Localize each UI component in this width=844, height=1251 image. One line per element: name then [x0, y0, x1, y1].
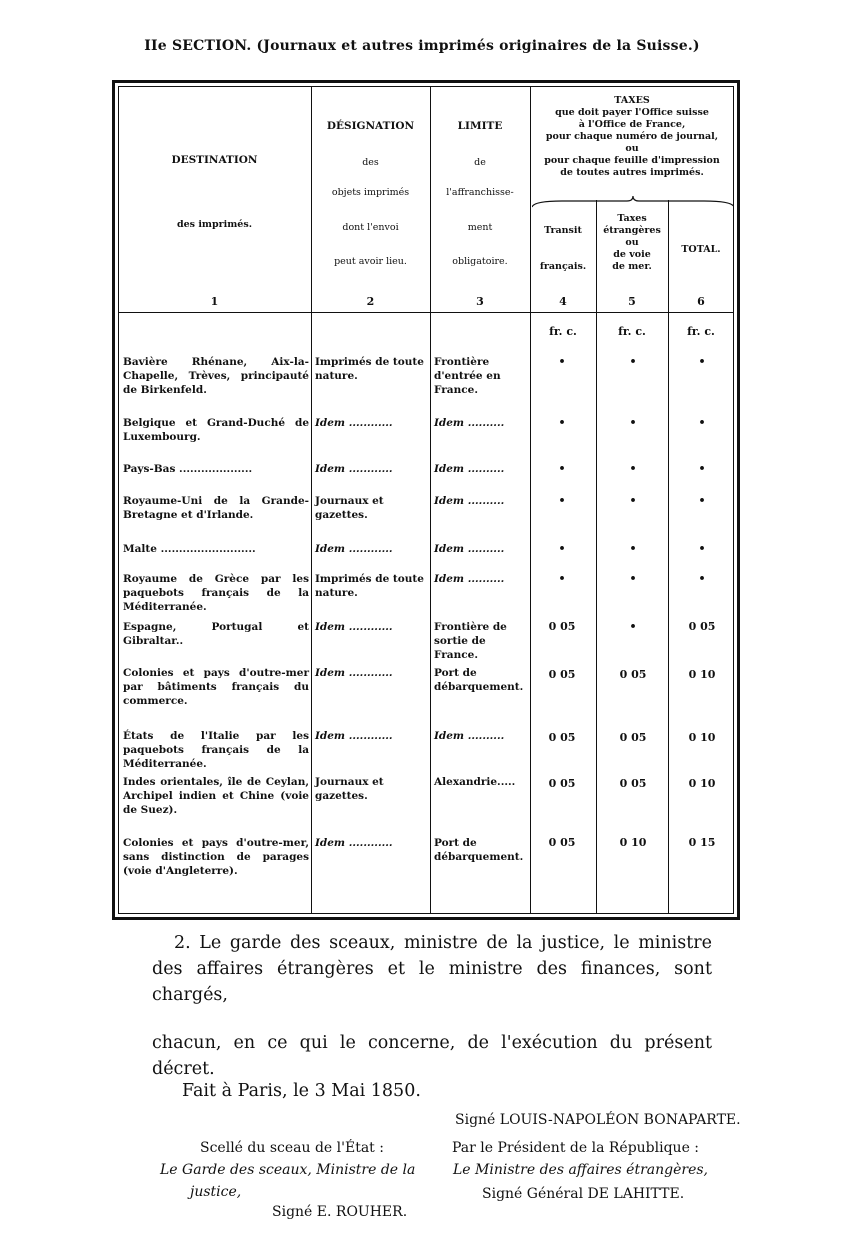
- column-number: 4: [559, 295, 567, 308]
- row-transit: 0 05: [548, 836, 576, 849]
- row-total: •: [698, 416, 706, 429]
- row-total: 0 10: [688, 668, 716, 681]
- row-etrangeres: 0 05: [619, 731, 647, 744]
- row-limite: Alexandrie.....: [434, 776, 516, 788]
- row-destination: Bavière Rhénane, Aix-la-Chapelle, Trèves, principauté de Birkenfeld.: [123, 356, 309, 396]
- row-designation: Journaux et gazettes.: [315, 495, 384, 521]
- header-limite-line: ment: [467, 222, 493, 233]
- row-limite: Idem ..........: [434, 543, 505, 555]
- header-transit-line: français.: [539, 261, 587, 272]
- row-designation: Idem ............: [315, 667, 393, 679]
- row-etrangeres: •: [629, 462, 637, 475]
- row-designation: Imprimés de toute nature.: [315, 356, 424, 382]
- row-transit: 0 05: [548, 668, 576, 681]
- row-limite: Idem ..........: [434, 495, 505, 507]
- row-limite: Port de débarquement.: [434, 667, 524, 693]
- row-total: 0 15: [688, 836, 716, 849]
- row-etrangeres: •: [629, 494, 637, 507]
- row-destination: Belgique et Grand-Duché de Luxembourg.: [123, 417, 309, 443]
- row-limite: Frontière d'entrée en France.: [434, 356, 501, 396]
- row-limite: Idem ..........: [434, 463, 505, 475]
- row-designation: Idem ............: [315, 543, 393, 555]
- row-total: •: [698, 494, 706, 507]
- row-transit: •: [558, 462, 566, 475]
- row-limite: Idem ..........: [434, 417, 505, 429]
- row-designation: Idem ............: [315, 417, 393, 429]
- scelle-line: Scellé du sceau de l'État :: [200, 1140, 384, 1156]
- column-number: 6: [697, 295, 705, 308]
- row-designation: Idem ............: [315, 621, 393, 633]
- row-designation: Idem ............: [315, 463, 393, 475]
- row-designation: Idem ............: [315, 837, 393, 849]
- row-etrangeres: •: [629, 542, 637, 555]
- garde-des-sceaux-line: Le Garde des sceaux, Ministre de la: [160, 1162, 416, 1178]
- section-title: IIe SECTION. (Journaux et autres imprimés originaires de la Suisse.): [144, 38, 700, 54]
- header-taxes-line: de toutes autres imprimés.: [560, 167, 704, 178]
- header-taxes-line: pour chaque feuille d'impression: [544, 155, 720, 166]
- header-etr-line: de mer.: [612, 261, 652, 272]
- row-limite: Port de débarquement.: [434, 837, 524, 863]
- row-total: 0 05: [688, 620, 716, 633]
- column-number: 3: [476, 295, 484, 308]
- column-divider: [430, 86, 431, 914]
- row-transit: 0 05: [548, 620, 576, 633]
- row-destination: États de l'Italie par les paquebots français de la Méditerranée.: [123, 730, 309, 770]
- row-designation: Journaux et gazettes.: [315, 776, 384, 802]
- unit-label: fr. c.: [687, 325, 715, 338]
- row-designation: Imprimés de toute nature.: [315, 573, 424, 599]
- row-limite: Frontière de sortie de France.: [434, 621, 507, 661]
- garde-des-sceaux-line-2: justice,: [190, 1184, 242, 1200]
- row-total: •: [698, 462, 706, 475]
- row-total: 0 10: [688, 777, 716, 790]
- header-total: TOTAL.: [681, 244, 721, 255]
- row-destination: Espagne, Portugal et Gibraltar..: [123, 621, 309, 647]
- header-taxes-etrangeres: Taxes: [617, 213, 647, 224]
- header-destination-sub: des imprimés.: [176, 219, 252, 230]
- header-limite-line: l'affranchisse-: [446, 187, 514, 198]
- header-etr-line: de voie: [613, 249, 651, 260]
- unit-label: fr. c.: [549, 325, 577, 338]
- article-paragraph: 2. Le garde des sceaux, ministre de la justice, le ministre des affaires étrangères et le ministre des finances, sont chargés,: [152, 933, 712, 1005]
- taxes-brace: [532, 195, 734, 209]
- row-destination: Malte ..........................: [123, 543, 256, 555]
- row-transit: 0 05: [548, 777, 576, 790]
- header-designation-line: dont l'envoi: [342, 222, 399, 233]
- header-transit: Transit: [544, 225, 582, 236]
- row-total: •: [698, 572, 706, 585]
- header-limite: LIMITE: [457, 120, 503, 132]
- row-designation: Idem ............: [315, 730, 393, 742]
- par-president-line: Par le Président de la République :: [452, 1140, 700, 1156]
- row-total: 0 10: [688, 731, 716, 744]
- fait-a-paris: Fait à Paris, le 3 Mai 1850.: [182, 1081, 421, 1101]
- header-designation: DÉSIGNATION: [326, 120, 415, 132]
- row-etrangeres: 0 05: [619, 668, 647, 681]
- row-etrangeres: •: [629, 572, 637, 585]
- header-taxes-line: que doit payer l'Office suisse: [555, 107, 709, 118]
- signature-rouher: Signé E. ROUHER.: [272, 1204, 408, 1220]
- row-etrangeres: 0 10: [619, 836, 647, 849]
- row-total: •: [698, 355, 706, 368]
- row-etrangeres: 0 05: [619, 777, 647, 790]
- column-number: 1: [210, 295, 219, 308]
- header-designation-line: peut avoir lieu.: [334, 256, 407, 267]
- column-number: 2: [366, 295, 375, 308]
- header-taxes-line: pour chaque numéro de journal,: [545, 131, 719, 142]
- signature-lahitte: Signé Général DE LAHITTE.: [482, 1186, 685, 1202]
- row-destination: Indes orientales, île de Ceylan, Archipel indien et Chine (voie de Suez).: [123, 776, 309, 816]
- row-destination: Royaume-Uni de la Grande-Bretagne et d'Irlande.: [123, 495, 309, 521]
- row-transit: •: [558, 572, 566, 585]
- row-transit: •: [558, 416, 566, 429]
- header-designation-line: des: [362, 157, 379, 168]
- row-etrangeres: •: [629, 355, 637, 368]
- row-transit: •: [558, 542, 566, 555]
- header-taxes-line: ou: [625, 143, 639, 154]
- header-taxes: TAXES: [614, 95, 650, 106]
- row-limite: Idem ..........: [434, 730, 505, 742]
- row-total: •: [698, 542, 706, 555]
- header-taxes-line: à l'Office de France,: [578, 119, 686, 130]
- header-etr-line: étrangères: [603, 225, 661, 236]
- row-etrangeres: •: [629, 416, 637, 429]
- row-transit: •: [558, 494, 566, 507]
- header-designation-line: objets imprimés: [331, 187, 410, 198]
- row-limite: Idem ..........: [434, 573, 505, 585]
- header-etr-line: ou: [625, 237, 639, 248]
- row-destination: Colonies et pays d'outre-mer, sans distinction de parages (voie d'Angleterre).: [123, 837, 309, 877]
- row-transit: •: [558, 355, 566, 368]
- ministre-affaires-line: Le Ministre des affaires étrangères,: [453, 1162, 708, 1178]
- row-destination: Pays-Bas ....................: [123, 463, 253, 475]
- header-limite-line: de: [474, 157, 486, 168]
- column-number: 5: [628, 295, 636, 308]
- unit-label: fr. c.: [618, 325, 646, 338]
- column-divider: [311, 86, 312, 914]
- row-transit: 0 05: [548, 731, 576, 744]
- header-divider: [118, 312, 734, 313]
- row-destination: Colonies et pays d'outre-mer par bâtiments français du commerce.: [123, 667, 309, 707]
- header-destination: DESTINATION: [171, 154, 258, 166]
- signature-president: Signé LOUIS-NAPOLÉON BONAPARTE.: [455, 1112, 741, 1128]
- article-paragraph-continued: chacun, en ce qui le concerne, de l'exécution du présent décret.: [152, 1033, 712, 1079]
- row-etrangeres: •: [629, 620, 637, 633]
- header-limite-line: obligatoire.: [452, 256, 508, 267]
- row-destination: Royaume de Grèce par les paquebots français de la Méditerranée.: [123, 573, 309, 613]
